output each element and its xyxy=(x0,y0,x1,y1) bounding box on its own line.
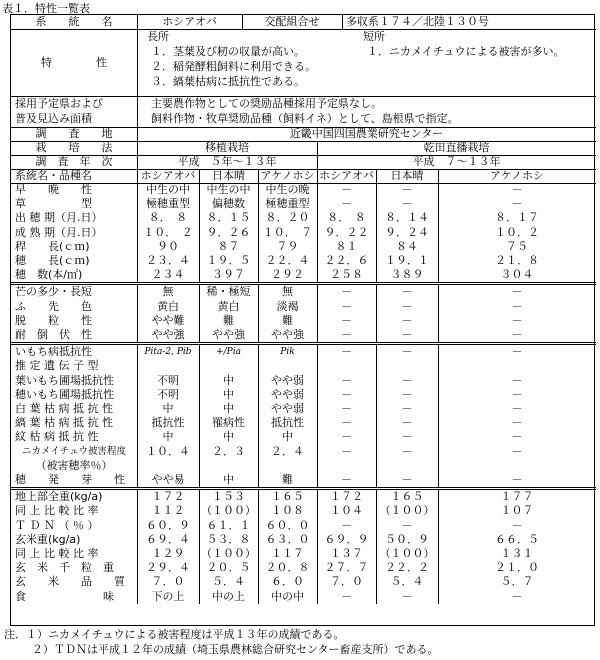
table-cell: ８．２０ xyxy=(265,211,310,225)
row-label: 地上部全重(kg/a) xyxy=(15,490,103,504)
table-cell: 中 xyxy=(223,430,234,444)
table-cell: 不明 xyxy=(157,387,179,401)
row-label: 稈 長(ｃｍ) xyxy=(15,239,90,253)
column-line xyxy=(317,141,318,155)
column-line xyxy=(258,490,259,604)
gene-cell: Pik xyxy=(280,347,295,358)
table-cell: － xyxy=(341,328,352,342)
column-line xyxy=(438,490,439,604)
table-cell: １１７ xyxy=(271,547,304,561)
table-cell: － xyxy=(341,589,352,603)
table-cell: ９．２４ xyxy=(385,225,429,239)
column-line xyxy=(258,183,259,282)
column-line xyxy=(376,374,377,445)
table-cell: 罹病性 xyxy=(212,416,245,430)
column-line xyxy=(199,374,200,445)
table-cell: － xyxy=(511,473,523,487)
table-cell: 中 xyxy=(223,402,234,416)
column-header: アケノホシ xyxy=(490,169,544,182)
table-cell: － xyxy=(341,430,352,444)
column-line xyxy=(199,445,200,473)
table-cell: やや難 xyxy=(151,313,185,327)
table-cell: ２２．４ xyxy=(265,254,310,268)
row-label: 脱 粒 性 xyxy=(15,313,92,327)
adoption-label-2: 普及見込み面積 xyxy=(15,112,92,125)
table-cell: ８１ xyxy=(335,239,358,253)
table-cell: － xyxy=(341,183,352,197)
table-cell: ６９．４ xyxy=(146,532,190,546)
column-line xyxy=(137,169,138,183)
table-cell: （１００） xyxy=(201,504,256,518)
table-cell: ６９．９ xyxy=(324,532,369,546)
table-cell: ７９ xyxy=(276,239,299,253)
row-label: 穂 数(本/㎡) xyxy=(15,268,83,282)
years-transplant: 平成 ５年～１３年 xyxy=(177,155,277,168)
table-cell: － xyxy=(341,444,352,458)
table-cell: － xyxy=(401,328,413,342)
site-value: 近畿中国四国農業研究センター xyxy=(289,127,444,140)
table-cell: 抵抗性 xyxy=(271,416,304,430)
table-cell: ７．０ xyxy=(330,575,363,589)
column-line xyxy=(258,169,259,183)
row-label: 紋 枯 病 抵 抗 性 xyxy=(15,430,99,444)
table-cell: ６６．５ xyxy=(495,532,539,546)
demerits-label: 短所 xyxy=(363,30,385,43)
table-cell: － xyxy=(511,430,523,444)
table-cell: ２．３ xyxy=(212,444,245,458)
column-line xyxy=(199,345,200,373)
cross-label: 交配組合せ xyxy=(264,15,320,28)
table-cell: １０４ xyxy=(330,504,363,518)
row-label: 玄 米 千 粒 重 xyxy=(15,561,114,575)
table-cell: ２３４ xyxy=(151,268,185,282)
table-cell: － xyxy=(511,444,523,458)
table-cell: 中生の中 xyxy=(206,183,251,197)
header-label: 系 統 名 xyxy=(35,15,113,28)
column-line xyxy=(317,374,318,445)
column-line xyxy=(137,183,138,282)
table-cell: ６０．９ xyxy=(146,518,190,532)
row-label: 同 上 比 較 比 率 xyxy=(15,547,99,561)
table-cell: ２２．６ xyxy=(324,254,369,268)
table-cell: （１００） xyxy=(201,547,256,561)
table-cell: ９．２６ xyxy=(206,225,251,239)
table-cell: ２９２ xyxy=(271,268,304,282)
column-line xyxy=(137,141,138,155)
table-cell: やや弱 xyxy=(271,373,304,387)
table-cell: － xyxy=(341,373,352,387)
row-label: 穂 長(ｃｍ) xyxy=(15,254,90,268)
row-label: 穂いもち圃場抵抗性 xyxy=(15,387,114,401)
column-line xyxy=(199,183,200,282)
column-line xyxy=(317,445,318,473)
table-cell: １７７ xyxy=(500,490,534,504)
table-cell: １０．４ xyxy=(146,444,190,458)
method-direct: 乾田直播栽培 xyxy=(423,141,490,154)
table-cell: ５０．９ xyxy=(385,532,429,546)
table-cell: ５．４ xyxy=(212,575,245,589)
table-cell: 難 xyxy=(223,313,234,327)
gene-cell: － xyxy=(511,345,523,359)
column-line xyxy=(376,490,377,604)
column-header: 日本晴 xyxy=(390,169,424,182)
table-cell: ３９７ xyxy=(212,268,245,282)
table-cell: ２７．７ xyxy=(324,561,369,575)
table-cell: － xyxy=(401,518,413,532)
table-cell: 中生の中 xyxy=(146,183,190,197)
row-label: 葉いもち圃場抵抗性 xyxy=(15,373,114,387)
column-line xyxy=(199,169,200,183)
table-cell: 中生の晩 xyxy=(265,183,310,197)
row-label: 白 葉 枯 病 抵 抗 性 xyxy=(15,402,113,416)
table-cell: － xyxy=(511,402,523,416)
table-cell: やや弱 xyxy=(271,387,304,401)
table-cell: ５．４ xyxy=(390,575,424,589)
table-cell: － xyxy=(341,285,352,299)
table-cell: － xyxy=(511,373,523,387)
column-header: ホシアオバ xyxy=(319,169,374,182)
resist-label-2: 推 定 遺 伝 子 型 xyxy=(15,359,99,373)
table-cell: － xyxy=(401,430,413,444)
table-cell: ５３．８ xyxy=(206,532,251,546)
row-label: 草 型 xyxy=(15,197,92,211)
column-line xyxy=(317,155,318,169)
years-label: 調 査 年 次 xyxy=(35,155,113,168)
table-cell: 黄白 xyxy=(157,299,179,313)
traits-label: 特 性 xyxy=(41,55,107,69)
table-cell: １３１ xyxy=(500,547,534,561)
column-line xyxy=(317,169,318,183)
column-line xyxy=(137,445,138,473)
table-cell: － xyxy=(341,518,352,532)
cross-value: 多収系１７４／北陸１３０号 xyxy=(346,15,489,28)
column-line xyxy=(438,183,439,282)
column-line xyxy=(376,445,377,473)
years-direct: 平成 ７～１３年 xyxy=(412,155,501,168)
table-cell: 稀・極短 xyxy=(206,285,251,299)
table-cell: １５３ xyxy=(212,490,245,504)
table-cell: １７２ xyxy=(330,490,363,504)
adoption-value-2: 飼料作物・牧草奨励品種（飼料イネ）として、島根県で指定。 xyxy=(151,112,459,125)
column-line xyxy=(258,445,259,473)
table-cell: ８．１４ xyxy=(385,211,429,225)
table-cell: － xyxy=(401,285,413,299)
table-cell: ８． ８ xyxy=(327,211,366,225)
table-cell: ３８９ xyxy=(390,268,424,282)
column-line xyxy=(438,374,439,445)
table-cell: １０７ xyxy=(500,504,534,518)
column-line xyxy=(258,345,259,373)
table-cell: － xyxy=(341,473,352,487)
table-cell: 黄白 xyxy=(217,299,240,313)
merits-label: 長所 xyxy=(147,30,169,43)
table-cell: － xyxy=(401,416,413,430)
column-line xyxy=(376,473,377,487)
table-cell: － xyxy=(401,387,413,401)
table-cell: ８．１７ xyxy=(495,211,539,225)
column-line xyxy=(317,183,318,282)
row-label: 同 上 比 較 比 率 xyxy=(15,504,99,518)
column-line xyxy=(137,490,138,604)
table-cell: 抵抗性 xyxy=(151,416,185,430)
table-cell: 中の中 xyxy=(271,589,304,603)
table-cell: １２９ xyxy=(151,547,185,561)
row-label: 早 晩 性 xyxy=(15,183,92,197)
table-cell: － xyxy=(401,299,413,313)
gene-cell: +/Pia xyxy=(216,347,241,358)
table-cell: 中 xyxy=(223,373,234,387)
column-line xyxy=(258,473,259,487)
column-line xyxy=(317,473,318,487)
table-cell: ２０．５ xyxy=(206,561,251,575)
column-line xyxy=(137,345,138,373)
column-line xyxy=(137,374,138,445)
table-cell: １６５ xyxy=(390,490,424,504)
table-cell: 中 xyxy=(162,402,174,416)
table-cell: － xyxy=(341,416,352,430)
table-cell: １０．２ xyxy=(495,225,539,239)
table-cell: 淡褐 xyxy=(276,299,299,313)
table-cell: 中の上 xyxy=(212,589,245,603)
nikamei-label-2: （被害穂率％） xyxy=(35,458,113,472)
column-header: ホシアオバ xyxy=(140,169,196,182)
table-cell: － xyxy=(341,387,352,401)
column-line xyxy=(376,285,377,342)
column-line xyxy=(242,15,243,29)
table-cell: － xyxy=(401,197,413,211)
table-cell: １９．１ xyxy=(385,254,429,268)
column-line xyxy=(137,15,138,29)
column-line xyxy=(438,345,439,373)
table-cell: － xyxy=(401,473,413,487)
merit-2: ２．稲発酵粗飼料に利用できる。 xyxy=(151,60,316,73)
merit-1: １．茎葉及び籾の収量が高い。 xyxy=(151,45,305,58)
sprouting-label: 穂 発 芽 性 xyxy=(15,473,125,487)
table-cell: 下の上 xyxy=(151,589,185,603)
table-cell: － xyxy=(511,387,523,401)
table-cell: やや弱 xyxy=(271,402,304,416)
table-cell: １３７ xyxy=(330,547,363,561)
column-line xyxy=(137,29,138,96)
table-cell: 中 xyxy=(223,473,234,487)
table-cell: ７５ xyxy=(506,239,528,253)
table-cell: ９０ xyxy=(157,239,179,253)
column-line xyxy=(137,285,138,342)
method-transplant: 移植栽培 xyxy=(205,141,249,154)
demerit-1: １．ニカメイチュウによる被害が多い。 xyxy=(367,45,565,58)
row-label: 縞 葉 枯 病 抵 抗 性 xyxy=(15,416,113,430)
column-line xyxy=(137,96,138,127)
table-cell: － xyxy=(341,313,352,327)
resist-label-1: いもち病抵抗性 xyxy=(15,345,92,359)
table-cell: － xyxy=(401,183,413,197)
table-cell: １９．５ xyxy=(206,254,251,268)
table-cell: － xyxy=(511,518,523,532)
column-line xyxy=(258,285,259,342)
table-cell: ２５８ xyxy=(330,268,363,282)
table-cell: やや強 xyxy=(271,328,304,342)
table-cell: － xyxy=(511,589,523,603)
table-cell: － xyxy=(401,444,413,458)
column-line xyxy=(438,169,439,183)
column-line xyxy=(199,473,200,487)
column-line xyxy=(438,445,439,473)
table-cell: １６５ xyxy=(271,490,304,504)
table-cell: １０． ２ xyxy=(143,225,193,239)
table-cell: ６０．０ xyxy=(265,518,310,532)
table-cell: 中 xyxy=(223,387,234,401)
nikamei-label-1: ニカメイチュウ被害程度 xyxy=(21,445,127,457)
column-header: アケノホシ xyxy=(260,169,315,182)
table-cell: 中 xyxy=(282,430,293,444)
table-cell: ２．４ xyxy=(271,444,304,458)
row-label: 芒の多少・長短 xyxy=(15,285,92,299)
table-cell: （１００） xyxy=(379,504,435,518)
table-cell: ６．０ xyxy=(271,575,304,589)
row-label: 成 熟 期（月.日） xyxy=(15,225,103,239)
column-header: 日本晴 xyxy=(212,169,245,182)
table-cell: － xyxy=(401,313,413,327)
row-label: 玄米重(kg/a) xyxy=(15,532,81,546)
column-line xyxy=(137,155,138,169)
column-line xyxy=(376,345,377,373)
column-line xyxy=(137,473,138,487)
column-line xyxy=(342,15,343,29)
table-cell: ５．７ xyxy=(500,575,534,589)
column-line xyxy=(438,473,439,487)
column-line xyxy=(438,285,439,342)
table-cell: やや強 xyxy=(212,328,245,342)
row-label: 耐 倒 伏 性 xyxy=(15,328,92,342)
adoption-label-1: 採用予定県および xyxy=(15,97,103,110)
gene-cell: － xyxy=(401,345,413,359)
table-cell: やや易 xyxy=(151,473,185,487)
table-cell: ２０．８ xyxy=(265,561,310,575)
table-cell: － xyxy=(511,183,523,197)
table-cell: ２９．４ xyxy=(146,561,190,575)
table-cell: － xyxy=(511,285,523,299)
table-title: 表１．特性一覧表 xyxy=(2,2,90,15)
table-cell: － xyxy=(401,402,413,416)
table-cell: 偏穂数 xyxy=(212,197,245,211)
gene-cell: Pita-2, Pib xyxy=(144,347,192,358)
table-cell: － xyxy=(341,299,352,313)
table-cell: ２１．０ xyxy=(495,561,539,575)
table-cell: － xyxy=(341,197,352,211)
table-cell: ２３．４ xyxy=(146,254,190,268)
table-cell: － xyxy=(511,416,523,430)
site-label: 調 査 地 xyxy=(35,127,113,140)
table-cell: 無 xyxy=(162,285,174,299)
table-cell: － xyxy=(511,197,523,211)
table-cell: ３０４ xyxy=(500,268,534,282)
table-cell: ６３．０ xyxy=(265,532,310,546)
table-cell: １０８ xyxy=(271,504,304,518)
table-cell: 中 xyxy=(162,430,174,444)
table-cell: １１２ xyxy=(151,504,185,518)
column-line xyxy=(317,285,318,342)
column-line xyxy=(199,285,200,342)
table-cell: １０． ７ xyxy=(262,225,313,239)
table-cell: やや強 xyxy=(151,328,185,342)
table-cell: １７２ xyxy=(151,490,185,504)
trait-table xyxy=(10,14,595,626)
table-cell: － xyxy=(341,402,352,416)
table-cell: （１００） xyxy=(379,547,435,561)
note-1: 注．１）ニカメイチュウによる被害程度は平成１３年の成績である。 xyxy=(4,628,345,641)
table-cell: 無 xyxy=(282,285,293,299)
note-2: ２）ＴＤＮは平成１２年の成績（埼玉県農林総合研究センター畜産支所）である。 xyxy=(32,643,439,656)
table-cell: － xyxy=(511,328,523,342)
table-cell: － xyxy=(401,373,413,387)
column-line xyxy=(376,183,377,282)
column-line xyxy=(137,127,138,141)
table-cell: 極穂重型 xyxy=(265,197,310,211)
table-cell: 難 xyxy=(282,313,293,327)
column-line xyxy=(317,345,318,373)
table-cell: ８７ xyxy=(217,239,240,253)
table-cell: － xyxy=(511,299,523,313)
column-line xyxy=(199,490,200,604)
column-line xyxy=(376,169,377,183)
table-cell: ８． ８ xyxy=(148,211,188,225)
adoption-value-1: 主要農作物としての奨励品種採用予定県なし。 xyxy=(151,97,382,110)
table-cell: ９．２２ xyxy=(324,225,369,239)
columns-label: 系統名・品種名 xyxy=(15,169,92,182)
method-label: 栽 培 法 xyxy=(35,141,113,154)
table-cell: － xyxy=(511,313,523,327)
table-cell: ８．１５ xyxy=(206,211,251,225)
table-cell: ２２．２ xyxy=(385,561,429,575)
column-line xyxy=(258,374,259,445)
table-cell: ８４ xyxy=(396,239,418,253)
strain-name: ホシアオバ xyxy=(162,15,217,28)
gene-cell: － xyxy=(341,345,352,359)
table-cell: － xyxy=(401,589,413,603)
table-cell: 難 xyxy=(282,473,293,487)
row-label: 玄 米 品 質 xyxy=(15,575,125,589)
row-label: 食 味 xyxy=(15,589,114,603)
table-cell: 不明 xyxy=(157,373,179,387)
table-cell: ６１．１ xyxy=(206,518,251,532)
column-line xyxy=(317,490,318,604)
table-cell: ２１．８ xyxy=(495,254,539,268)
merit-3: ３．縞葉枯病に抵抗性である。 xyxy=(151,75,305,88)
table-cell: 極穂重型 xyxy=(146,197,190,211)
row-label: ふ 先 色 xyxy=(15,299,92,313)
row-label: Ｔ Ｄ Ｎ （ ％ ） xyxy=(15,518,99,532)
row-label: 出 穂 期（月.日） xyxy=(15,211,103,225)
table-cell: ７．０ xyxy=(151,575,185,589)
